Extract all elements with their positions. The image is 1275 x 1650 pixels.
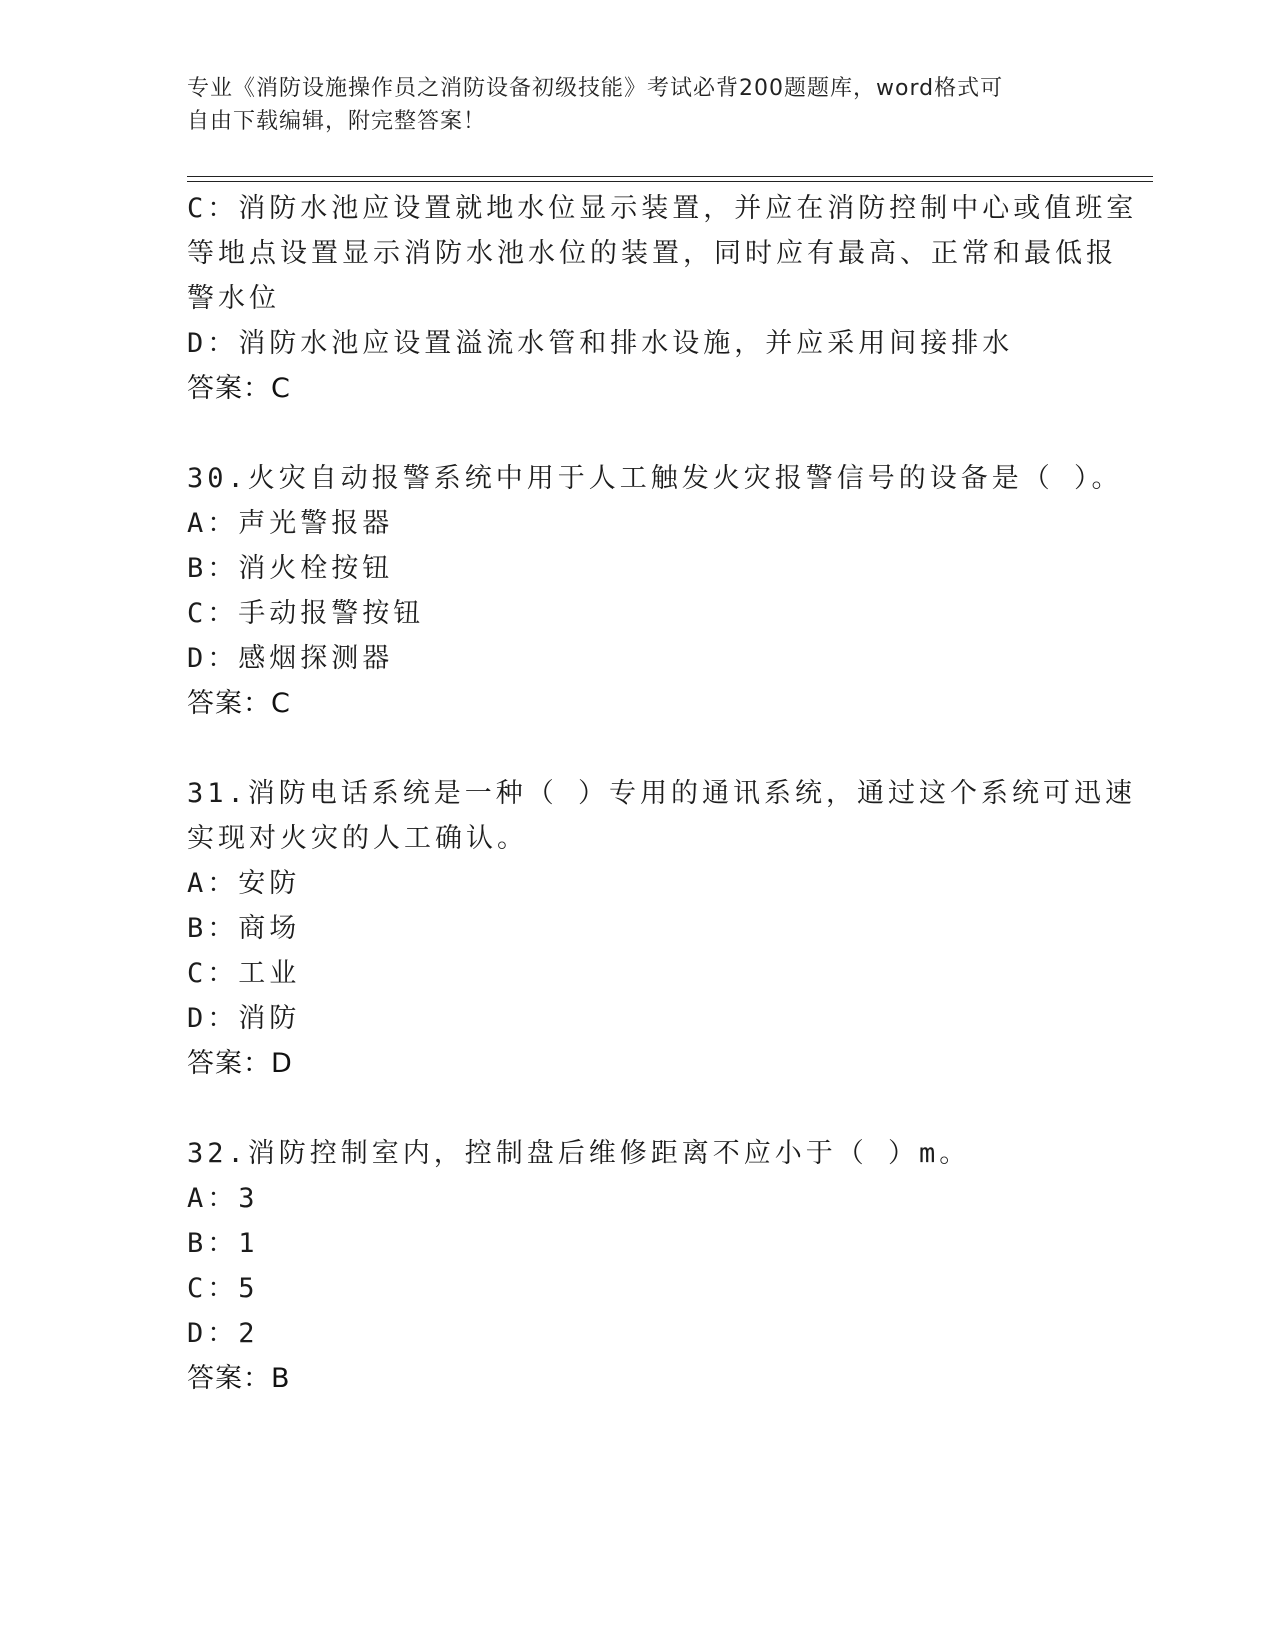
- option-b: B：1: [187, 1228, 259, 1259]
- option-b: B：商场: [187, 913, 301, 944]
- answer: 答案：C: [187, 688, 291, 719]
- question-stem: 30.火灾自动报警系统中用于人工触发火灾报警信号的设备是（ ）。: [187, 463, 1123, 494]
- option-d: D：消防: [187, 1003, 301, 1034]
- option-d: D：消防水池应设置溢流水管和排水设施，并应采用间接排水: [187, 328, 1014, 359]
- header-divider-bottom: [187, 181, 1153, 182]
- answer: 答案：D: [187, 1048, 293, 1079]
- option-a: A：安防: [187, 868, 301, 899]
- question-stem-line-2: 实现对火灾的人工确认。: [187, 823, 528, 854]
- header-divider-top: [187, 176, 1153, 177]
- document-header: [187, 72, 1067, 138]
- option-c-line-2: 等地点设置显示消防水池水位的装置，同时应有最高、正常和最低报: [187, 238, 1117, 269]
- option-c-line-3: 警水位: [187, 283, 280, 314]
- header-line-1: 专业《消防设施操作员之消防设备初级技能》考试必背200题题库，word格式可: [187, 76, 1004, 101]
- option-d: D：2: [187, 1318, 259, 1349]
- header-line-2: 自由下载编辑，附完整答案！: [187, 109, 487, 134]
- option-c-line-1: C：消防水池应设置就地水位显示装置，并应在消防控制中心或值班室: [187, 193, 1138, 224]
- answer: 答案：C: [187, 373, 291, 404]
- option-c: C：5: [187, 1273, 259, 1304]
- option-a: A：声光警报器: [187, 508, 394, 539]
- option-c: C：工业: [187, 958, 301, 989]
- option-d: D：感烟探测器: [187, 643, 394, 674]
- option-c: C：手动报警按钮: [187, 598, 425, 629]
- question-stem: 32.消防控制室内，控制盘后维修距离不应小于（ ）m。: [187, 1138, 971, 1169]
- answer: 答案：B: [187, 1363, 291, 1394]
- option-a: A：3: [187, 1183, 259, 1214]
- option-b: B：消火栓按钮: [187, 553, 394, 584]
- question-stem: 31.消防电话系统是一种（ ）专用的通讯系统，通过这个系统可迅速: [187, 778, 1137, 809]
